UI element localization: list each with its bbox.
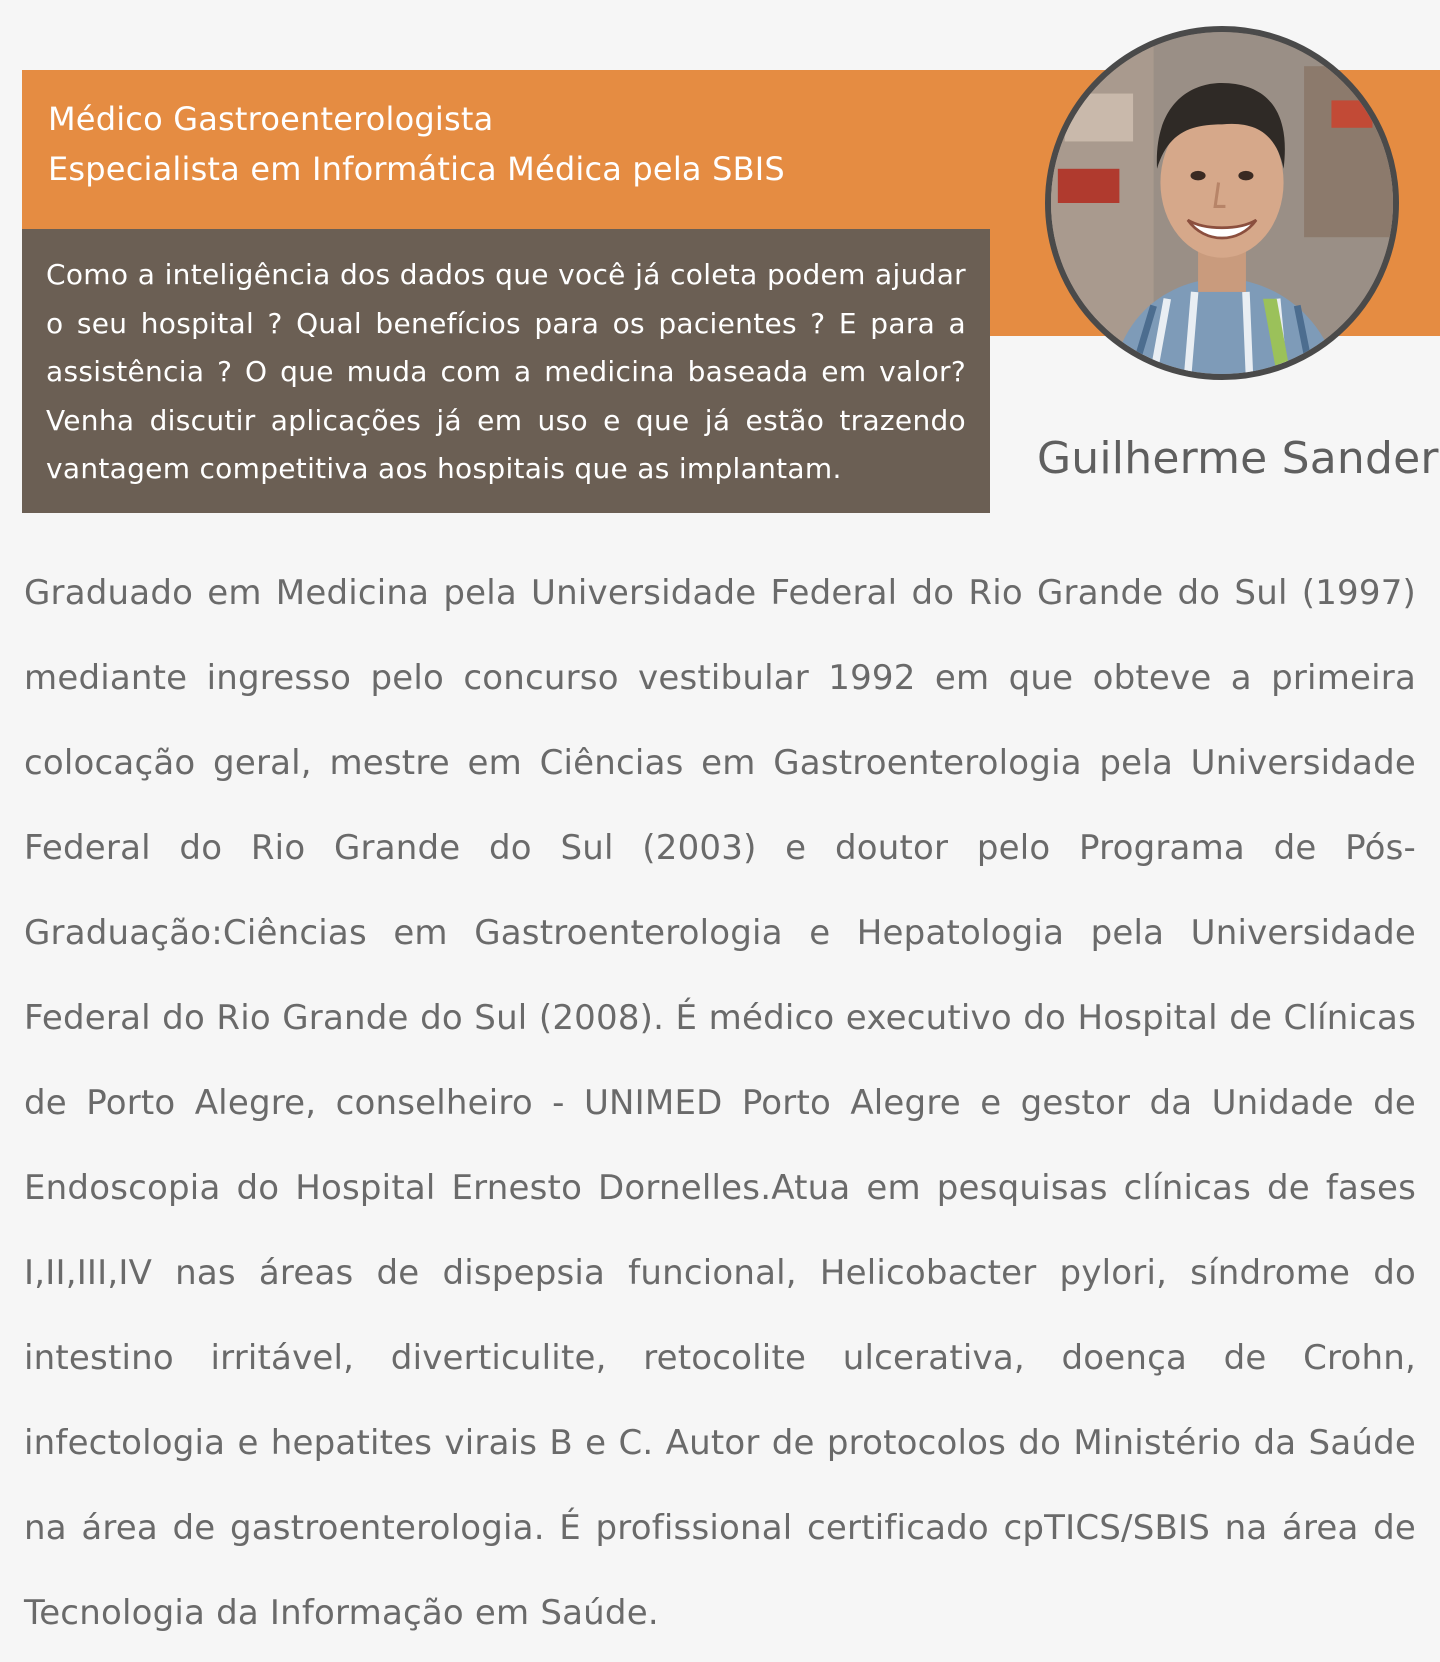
talk-abstract-text: Como a inteligência dos dados que você já coleta podem ajudar o seu hospital ? Qual benefícios para os pacientes ? E para a assistência ? O que muda com a medicina baseada em valor? Venha discutir aplicações já em uso e que já estão trazendo vantagem competitiva aos hospitais que as implantam.: [46, 258, 966, 485]
speaker-photo: [1045, 26, 1399, 380]
talk-abstract-box: [22, 229, 990, 513]
speaker-bio: Graduado em Medicina pela Universidade Federal do Rio Grande do Sul (1997) mediante ingresso pelo concurso vestibular 1992 em que obteve a primeira colocação geral, mestre em Ciências em Gastroenterologia pela Universidade Federal do Rio Grande do Sul (2003) e doutor pelo Programa de Pós-Graduação:Ciências em Gastroenterologia e Hepatologia pela Universidade Federal do Rio Grande do Sul (2008). É médico executivo do Hospital de Clínicas de Porto Alegre, conselheiro - UNIMED Porto Alegre e gestor da Unidade de Endoscopia do Hospital Ernesto Dornelles.Atua em pesquisas clínicas de fases I,II,III,IV nas áreas de dispepsia funcional, Helicobacter pylori, síndrome do intestino irritável, diverticulite, retocolite ulcerativa, doença de Crohn, infectologia e hepatites virais B e C. Autor de protocolos do Ministério da Saúde na área de gastroenterologia. É profissional certificado cpTICS/SBIS na área de Tecnologia da Informação em Saúde.: [24, 573, 1416, 1633]
speaker-portrait-image: [1051, 32, 1393, 374]
speaker-roles: [48, 94, 785, 194]
role-line-2: Especialista em Informática Médica pela SBIS: [48, 150, 785, 188]
speaker-name: Guilherme Sander: [1037, 433, 1439, 484]
role-line-1: Médico Gastroenterologista: [48, 100, 494, 138]
